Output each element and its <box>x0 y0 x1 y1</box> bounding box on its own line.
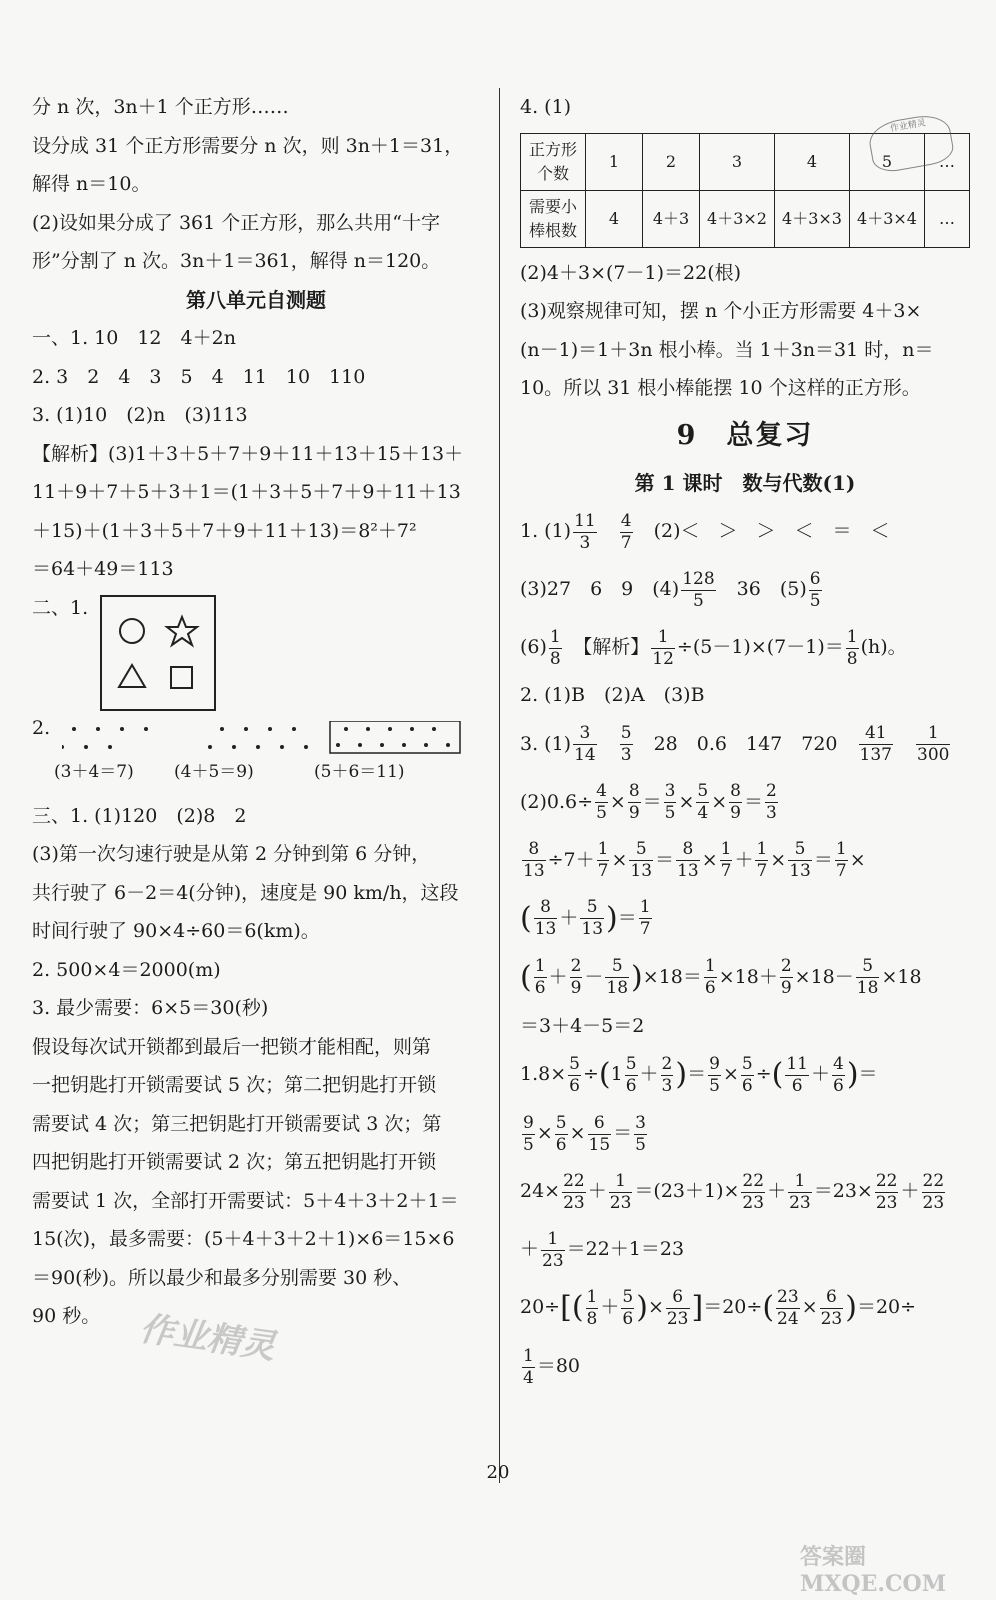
fraction: $\frac{6}{15}$ <box>588 1112 611 1155</box>
left-column <box>32 88 480 1336</box>
table-header-cell: 正方形个数 <box>521 133 586 190</box>
table-cell: 5 <box>850 133 925 190</box>
fraction: $\frac{1}{7}$ <box>756 839 768 881</box>
fraction: $\frac{3}{5}$ <box>664 781 676 823</box>
fraction: $\frac{41}{137}$ <box>859 723 892 765</box>
table-row <box>521 190 970 247</box>
fraction: $\frac{5}{6}$ <box>741 1053 753 1096</box>
text-line: 四把钥匙打开锁需要试 2 次；第五把钥匙打开锁 <box>32 1151 437 1173</box>
fraction: $\frac{6}{23}$ <box>820 1286 843 1329</box>
comparison-answers: (2)＜ ＞ ＞ ＜ ＝ ＜ <box>653 520 890 542</box>
calc-line: $\frac{8}{13}$ ÷7＋ $\frac{1}{7}$ × $\frac{5}{13}$ ＝ $\frac{8}{13}$ × $\frac{1}{7}$ ＋ $\frac{1}{7}$ × $\frac{5}{13}$ ＝ $\frac{1}{7}$ × <box>523 839 866 881</box>
analysis-line: 11＋9＋7＋5＋3＋1＝(1＋3＋5＋7＋9＋11＋13 <box>32 481 461 503</box>
right-column <box>520 88 970 1395</box>
fraction: $\frac{1}{8}$ <box>586 1286 598 1329</box>
text-line: 90 秒。 <box>32 1305 101 1327</box>
fraction: $\frac{5}{18}$ <box>856 956 879 998</box>
fraction: $\frac{4}{6}$ <box>832 1053 844 1096</box>
fraction: $\frac{11}{6}$ <box>786 1053 808 1096</box>
analysis-line: ＝64＋49＝113 <box>32 558 174 580</box>
calc-line: 20÷[( $\frac{1}{8}$ ＋ $\frac{5}{6}$ )× $\frac{6}{23}$ ]＝20÷( $\frac{23}{24}$ × $\frac{6}{23}$ )＝20÷ <box>520 1286 917 1329</box>
answer-line: 一、1. 10 12 4＋2n <box>32 327 236 349</box>
fraction: $\frac{1}{23}$ <box>609 1170 632 1213</box>
question-label: 2. <box>32 716 51 739</box>
text-line: ＝90(秒)。所以最少和最多分别需要 30 秒、 <box>32 1266 412 1289</box>
answer-line: 2. (1)B (2)A (3)B <box>520 684 705 706</box>
text-line: 共行驶了 6－2＝4(分钟)，速度是 90 km/h，这段 <box>32 881 459 904</box>
text-line: 一把钥匙打开锁需要试 5 次；第二把钥匙打开锁 <box>32 1074 437 1096</box>
analysis-line: 【解析】(3)1＋3＋5＋7＋9＋11＋13＋15＋13＋ <box>32 442 464 465</box>
table-cell: 4＋3×2 <box>700 190 775 247</box>
fraction: $\frac{5}{6}$ <box>622 1286 634 1329</box>
text-line: 需要试 1 次，全部打开需要试：5＋4＋3＋2＋1＝ <box>32 1189 459 1212</box>
table-cell: 4＋3 <box>643 190 700 247</box>
fraction: $\frac{8}{13}$ <box>677 839 699 881</box>
fraction: $\frac{9}{5}$ <box>523 1112 534 1155</box>
fraction: $\frac{5}{13}$ <box>789 839 811 881</box>
fraction: $\frac{8}{9}$ <box>730 781 741 823</box>
page-number: 20 <box>486 1462 510 1483</box>
text-line: 形”分割了 n 次。3n＋1＝361，解得 n＝120。 <box>32 250 441 272</box>
text-line: 假设每次试开锁都到最后一把锁才能相配，则第 <box>32 1035 432 1058</box>
answer-line: 3. 最少需要：6×5＝30(秒) <box>32 997 269 1019</box>
answer-line: (2)4＋3×(7－1)＝22(根) <box>520 261 742 284</box>
triangle-shape <box>119 665 145 687</box>
lesson-title: 第 1 课时 数与代数(1) <box>634 470 856 495</box>
fraction: $\frac{1}{8}$ <box>549 626 561 669</box>
fraction: $\frac{1}{12}$ <box>652 626 674 669</box>
calc-line: ＋ $\frac{1}{23}$ ＝22＋1＝23 <box>520 1228 685 1271</box>
table-cell: 4 <box>775 133 850 190</box>
text-line: (n－1)＝1＋3n 根小棒。当 1＋3n＝31 时，n＝ <box>520 338 934 361</box>
chapter-title: 9 总复习 <box>676 419 814 451</box>
text-line: 15(次)，最多需要：(5＋4＋3＋2＋1)×6＝15×6 <box>32 1228 455 1250</box>
fraction: $\frac{2}{3}$ <box>766 781 777 823</box>
item-label: 1. (1) <box>520 520 572 542</box>
calc-line: ( $\frac{8}{13}$ ＋ $\frac{5}{13}$ )＝ $\frac{1}{7}$ <box>520 897 651 939</box>
fraction: $\frac{1}{7}$ <box>597 839 609 881</box>
fraction: $\frac{2}{3}$ <box>661 1053 673 1096</box>
fraction: $\frac{1}{7}$ <box>639 897 651 939</box>
text-line: 10。所以 31 根小棒能摆 10 个这样的正方形。 <box>520 377 921 399</box>
fraction: $\frac{5}{18}$ <box>606 956 629 998</box>
fraction: $\frac{8}{13}$ <box>523 839 545 881</box>
question-label: 二、1. <box>32 596 89 619</box>
fraction: $\frac{3}{5}$ <box>635 1112 646 1155</box>
fraction: $\frac{22}{23}$ <box>563 1170 585 1213</box>
square-shape <box>171 667 192 688</box>
analysis-line: ＋15)＋(1＋3＋5＋7＋9＋11＋13)＝8²＋7² <box>32 519 417 542</box>
fraction: $\frac{5}{3}$ <box>620 723 632 765</box>
text-line: 设分成 31 个正方形需要分 n 次，则 3n＋1＝31， <box>32 134 464 157</box>
calc-line: $\frac{1}{4}$ ＝80 <box>523 1345 581 1388</box>
fraction: $\frac{1}{23}$ <box>542 1228 564 1271</box>
fraction: $\frac{5}{6}$ <box>625 1053 637 1096</box>
column-divider <box>499 88 500 1483</box>
answer-line: 2. 3 2 4 3 5 4 11 10 110 <box>32 365 366 388</box>
fraction: $\frac{2}{9}$ <box>780 956 792 998</box>
star-shape <box>167 617 197 645</box>
fraction: $\frac{1}{8}$ <box>846 626 858 669</box>
calc-line: ( $\frac{1}{6}$ ＋ $\frac{2}{9}$ － $\frac{5}{18}$ )×18＝ $\frac{1}{6}$ ×18＋ $\frac{2}{9}$ ×18－ $\frac{5}{18}$ ×18 <box>520 956 922 998</box>
table-cell: 1 <box>586 133 643 190</box>
fraction: $\frac{1}{23}$ <box>789 1170 811 1213</box>
calc-line: 1.8× $\frac{5}{6}$ ÷(1 $\frac{5}{6}$ ＋ $\frac{2}{3}$ )＝ $\frac{9}{5}$ × $\frac{5}{6}$ ÷( $\frac{11}{6}$ ＋ $\frac{4}{6}$ )＝ <box>520 1053 878 1096</box>
calc-line: 24× $\frac{22}{23}$ ＋ $\frac{1}{23}$ ＝(23＋1)× $\frac{22}{23}$ ＋ $\frac{1}{23}$ ＝23× $\frac{22}{23}$ ＋ $\frac{22}{23}$ <box>520 1170 945 1213</box>
table-cell: 3 <box>700 133 775 190</box>
calc-line: (2)0.6÷ $\frac{4}{5}$ × $\frac{8}{9}$ ＝ $\frac{3}{5}$ × $\frac{5}{4}$ × $\frac{8}{9}$ ＝ $\frac{2}{3}$ <box>520 781 777 823</box>
answer-line: 三、1. (1)120 (2)8 2 <box>32 804 247 827</box>
table-cell: 2 <box>643 133 700 190</box>
fraction: $\frac{4}{5}$ <box>596 781 607 823</box>
table-cell: … <box>925 133 970 190</box>
text-line: 时间行驶了 90×4÷60＝6(km)。 <box>32 920 320 942</box>
fraction: $\frac{11}{3}$ <box>574 510 596 553</box>
fraction: $\frac{1}{7}$ <box>720 839 732 881</box>
fraction: $\frac{6}{5}$ <box>809 568 821 611</box>
fraction: $\frac{5}{13}$ <box>630 839 653 881</box>
dot-group-1 <box>62 727 148 749</box>
text-line: 解得 n＝10。 <box>32 173 151 195</box>
corner-watermark: 答案圈 MXQE.COM <box>800 1544 947 1597</box>
circle-shape <box>120 619 144 643</box>
calc-line: ＝3＋4－5＝2 <box>520 1014 645 1037</box>
table-cell: 4 <box>586 190 643 247</box>
watermark-text: 作业精灵 <box>137 1308 278 1368</box>
dots-question <box>32 717 480 797</box>
fraction: $\frac{1}{6}$ <box>704 956 716 998</box>
shapes-box <box>100 595 216 711</box>
dot-caption-2: (4＋5＝9) <box>174 761 254 782</box>
text-line: (3)第一次匀速行驶是从第 2 分钟到第 6 分钟， <box>32 843 431 865</box>
fraction: $\frac{22}{23}$ <box>742 1170 765 1213</box>
fraction: $\frac{22}{23}$ <box>922 1170 945 1213</box>
answer-line: (6) $\frac{1}{8}$ 【解析】 $\frac{1}{12}$ ÷(5－1)×(7－1)＝ $\frac{1}{8}$ (h)。 <box>520 626 907 669</box>
fraction: $\frac{1}{7}$ <box>835 839 847 881</box>
table-cell: … <box>925 190 970 247</box>
fraction: $\frac{2}{9}$ <box>570 956 582 998</box>
fraction: $\frac{22}{23}$ <box>875 1170 898 1213</box>
answer-line <box>520 502 970 560</box>
dot-group-3 <box>330 721 460 753</box>
fraction: $\frac{8}{13}$ <box>534 897 557 939</box>
table-header-cell: 需要小棒根数 <box>521 190 586 247</box>
fraction: $\frac{1}{300}$ <box>917 723 950 765</box>
calc-line: $\frac{9}{5}$ × $\frac{5}{6}$ × $\frac{6}{15}$ ＝ $\frac{3}{5}$ <box>523 1112 646 1155</box>
fraction: $\frac{23}{24}$ <box>777 1286 799 1329</box>
fraction: $\frac{5}{4}$ <box>697 781 709 823</box>
fraction: $\frac{5}{6}$ <box>569 1053 580 1096</box>
text-line: 需要试 4 次；第三把钥匙打开锁需要试 3 次；第 <box>32 1112 442 1135</box>
shapes-question <box>32 589 480 717</box>
shapes-figure <box>102 597 214 709</box>
unit-title: 第八单元自测题 <box>186 287 326 312</box>
fraction: $\frac{3}{14}$ <box>574 723 596 765</box>
fraction: $\frac{128}{5}$ <box>682 568 715 611</box>
table-cell: 4＋3×3 <box>775 190 850 247</box>
stamp-logo: 作业精灵 <box>866 111 955 174</box>
text-line: (3)观察规律可知，摆 n 个小正方形需要 4＋3× <box>520 300 922 322</box>
answer-line: 3. (1) $\frac{3}{14}$ $\frac{5}{3}$ 28 0.6 147 720 $\frac{41}{137}$ $\frac{1}{300}$ <box>520 723 950 765</box>
text-line: 分 n 次，3n＋1 个正方形…… <box>32 96 289 118</box>
text-line: (2)设如果分成了 361 个正方形，那么共用“十字 <box>32 211 440 234</box>
fraction: $\frac{6}{23}$ <box>666 1286 689 1329</box>
answer-line: 2. 500×4＝2000(m) <box>32 958 221 981</box>
fraction: $\frac{5}{6}$ <box>555 1112 567 1155</box>
answer-line: 3. (1)10 (2)n (3)113 <box>32 404 248 426</box>
dot-caption-1: (3＋4＝7) <box>54 761 134 782</box>
fraction: $\frac{1}{4}$ <box>523 1345 534 1388</box>
dot-group-2 <box>208 727 308 749</box>
fraction: $\frac{4}{7}$ <box>620 510 632 553</box>
dot-caption-3: (5＋6＝11) <box>314 761 405 782</box>
answer-line: 4. (1) <box>520 96 572 118</box>
fraction: $\frac{8}{9}$ <box>628 781 640 823</box>
answer-line: (3)27 6 9 (4) $\frac{128}{5}$ 36 (5) $\frac{6}{5}$ <box>520 568 821 611</box>
fraction: $\frac{5}{13}$ <box>581 897 604 939</box>
table-cell: 4＋3×4 <box>850 190 925 247</box>
fraction: $\frac{9}{5}$ <box>709 1053 720 1096</box>
fraction: $\frac{1}{6}$ <box>534 956 546 998</box>
